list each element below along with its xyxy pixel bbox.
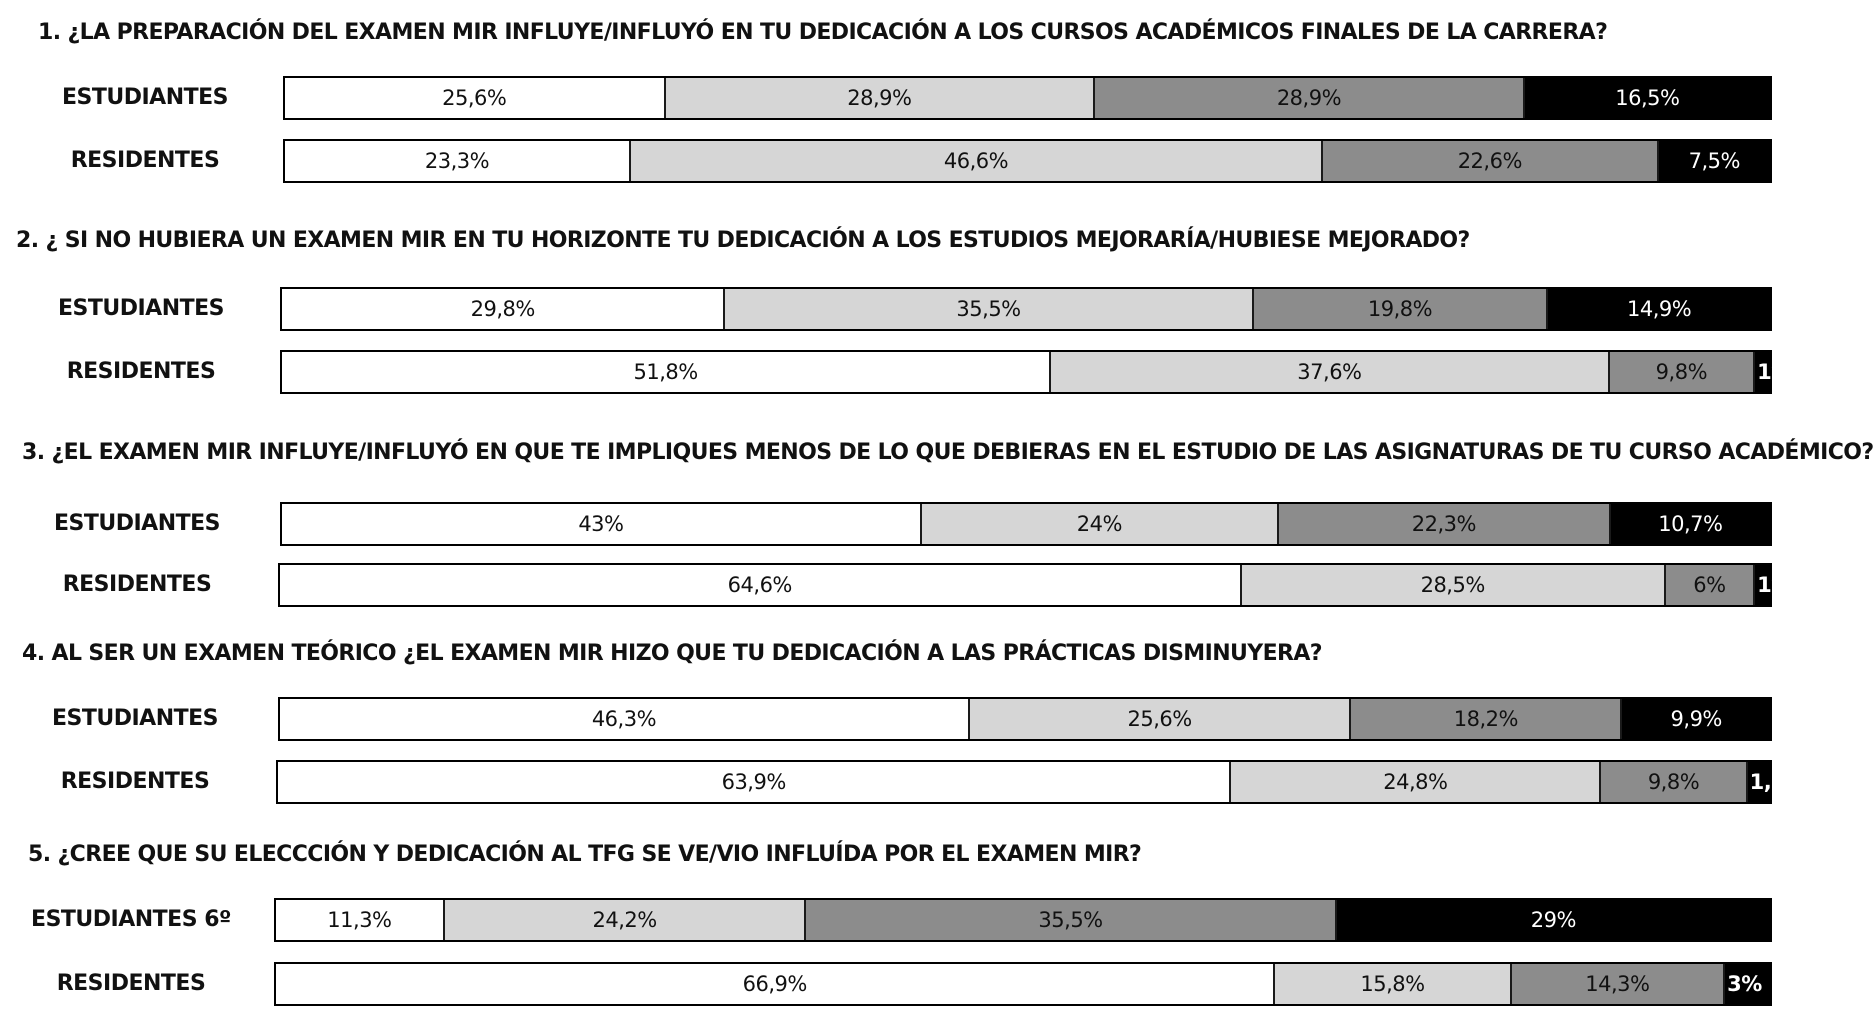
q4-estudiantes-label: ESTUDIANTES	[51, 706, 218, 731]
q4-residentes-segment-1: 63,9%	[278, 762, 1231, 802]
q4-residentes-label: RESIDENTES	[60, 769, 210, 794]
q2-residentes-segment-2: 37,6%	[1051, 352, 1609, 392]
q5-residentes-bar	[274, 962, 1772, 1006]
q4-estudiantes-segment-3: 18,2%	[1351, 699, 1622, 739]
q5-residentes-segment-4: 3%	[1725, 964, 1770, 1004]
q1-estudiantes-segment-3: 28,9%	[1095, 78, 1525, 118]
question-2-title: 2. ¿ SI NO HUBIERA UN EXAMEN MIR EN TU HORIZONTE TU DEDICACIÓN A LOS ESTUDIOS MEJORARÍA/HUBIESE MEJORADO?	[16, 228, 1470, 253]
q4-residentes-bar	[276, 760, 1806, 804]
q3-estudiantes-segment-3: 22,3%	[1279, 504, 1611, 544]
q2-residentes-label: RESIDENTES	[66, 359, 216, 384]
q2-estudiantes-label: ESTUDIANTES	[57, 296, 224, 321]
q3-estudiantes-bar	[280, 502, 1772, 546]
q2-residentes-segment-1: 51,8%	[282, 352, 1051, 392]
q3-estudiantes-label: ESTUDIANTES	[53, 511, 220, 536]
q1-estudiantes-segment-4: 16,5%	[1525, 78, 1770, 118]
q2-estudiantes-segment-1: 29,8%	[282, 289, 725, 329]
q1-residentes-segment-4: 7,5%	[1659, 141, 1770, 181]
q1-estudiantes-bar	[283, 76, 1772, 120]
q1-estudiantes-label: ESTUDIANTES	[61, 85, 228, 110]
q2-estudiantes-segment-3: 19,8%	[1254, 289, 1549, 329]
q5-residentes-segment-1: 66,9%	[276, 964, 1275, 1004]
q1-residentes-bar	[283, 139, 1772, 183]
q5-estudiantes-segment-3: 35,5%	[806, 900, 1336, 940]
q5-residentes-label: RESIDENTES	[56, 971, 206, 996]
q1-estudiantes-segment-2: 28,9%	[666, 78, 1096, 118]
q2-residentes-segment-3: 9,8%	[1610, 352, 1756, 392]
q5-estudiantes-segment-4: 29%	[1337, 900, 1770, 940]
q5-estudiantes-segment-1: 11,3%	[276, 900, 445, 940]
q5-estudiantes-label: ESTUDIANTES 6º	[31, 907, 231, 932]
q3-residentes-segment-4: 1%	[1755, 565, 1770, 605]
q2-estudiantes-segment-2: 35,5%	[725, 289, 1253, 329]
q1-residentes-segment-1: 23,3%	[285, 141, 631, 181]
q4-residentes-segment-2: 24,8%	[1231, 762, 1601, 802]
q3-estudiantes-segment-2: 24%	[922, 504, 1279, 544]
q3-estudiantes-segment-1: 43%	[282, 504, 922, 544]
question-1-title: 1. ¿LA PREPARACIÓN DEL EXAMEN MIR INFLUYE/INFLUYÓ EN TU DEDICACIÓN A LOS CURSOS ACADÉMICOS FINALES DE LA CARRERA?	[38, 20, 1608, 45]
q1-residentes-segment-2: 46,6%	[631, 141, 1323, 181]
q2-estudiantes-bar	[280, 287, 1772, 331]
q5-estudiantes-segment-2: 24,2%	[445, 900, 807, 940]
q5-residentes-segment-2: 15,8%	[1275, 964, 1511, 1004]
q1-estudiantes-segment-1: 25,6%	[285, 78, 666, 118]
q4-estudiantes-segment-2: 25,6%	[970, 699, 1351, 739]
q3-estudiantes-segment-4: 10,7%	[1611, 504, 1770, 544]
q1-residentes-label: RESIDENTES	[70, 148, 220, 173]
q4-estudiantes-segment-4: 9,9%	[1622, 699, 1770, 739]
q2-residentes-segment-4: 1%	[1755, 352, 1770, 392]
q3-residentes-bar	[278, 563, 1792, 607]
q5-residentes-segment-3: 14,3%	[1512, 964, 1726, 1004]
q2-estudiantes-segment-4: 14,9%	[1548, 289, 1770, 329]
q4-estudiantes-bar	[278, 697, 1772, 741]
q3-residentes-segment-3: 6%	[1666, 565, 1755, 605]
question-3-title: 3. ¿EL EXAMEN MIR INFLUYE/INFLUYÓ EN QUE TE IMPLIQUES MENOS DE LO QUE DEBIERAS EN EL ESTUDIO DE LAS ASIGNATURAS DE TU CURSO ACADÉMICO?	[22, 440, 1874, 465]
q1-residentes-segment-3: 22,6%	[1323, 141, 1659, 181]
question-5-title: 5. ¿CREE QUE SU ELECCCIÓN Y DEDICACIÓN AL TFG SE VE/VIO INFLUÍDA POR EL EXAMEN MIR?	[28, 842, 1142, 867]
q3-residentes-label: RESIDENTES	[62, 572, 212, 597]
question-4-title: 4. AL SER UN EXAMEN TEÓRICO ¿EL EXAMEN MIR HIZO QUE TU DEDICACIÓN A LAS PRÁCTICAS DISMINUYERA?	[22, 641, 1322, 666]
q4-residentes-segment-4: 1,5%	[1748, 762, 1770, 802]
q4-residentes-segment-3: 9,8%	[1601, 762, 1747, 802]
q4-estudiantes-segment-1: 46,3%	[280, 699, 970, 739]
q3-residentes-segment-2: 28,5%	[1242, 565, 1666, 605]
q5-estudiantes-bar	[274, 898, 1772, 942]
q3-residentes-segment-1: 64,6%	[280, 565, 1242, 605]
q2-residentes-bar	[280, 350, 1792, 394]
